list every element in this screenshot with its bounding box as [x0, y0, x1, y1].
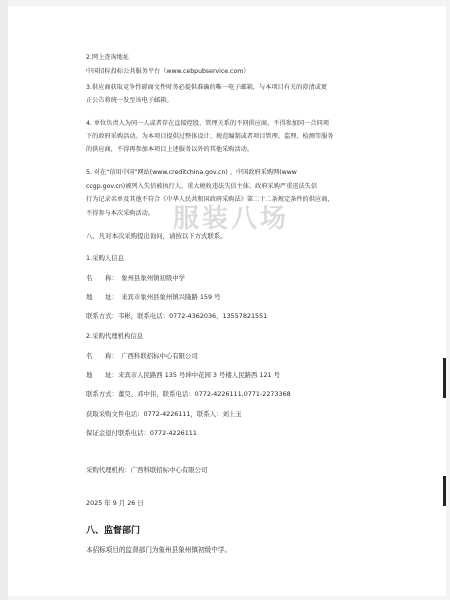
agency-heading: 2.采购代理机构信息 — [86, 332, 144, 340]
item-5-line4: 不得参与本次采购活动。 — [86, 210, 155, 217]
agency-signature: 采购代理机构：广西科联招标中心有限公司 — [86, 466, 208, 474]
item-5-line1: 5. 对在“信用中国”网站(www.creditchina.gov.cn) 、中国政府采购网(www — [86, 169, 297, 176]
watermark: 服装八场 — [173, 204, 290, 234]
purchaser-heading: 1.采购人信息 — [86, 254, 125, 262]
agency-address: 地 址：来宾市人民路西 135 号坤中花园 3 号楼人民路西 121 号 — [86, 371, 281, 379]
item-3-line2: 正公告将统一发至该电子邮箱。 — [86, 97, 173, 104]
agency-doc-phone: 获取采购文件电话：0772-4226111，联系人：刘上玉 — [86, 410, 242, 418]
document-page — [8, 6, 446, 596]
item-3-line1: 3.供应商获取竞争性磋商文件时务必提供准确的唯一电子邮箱，与本项目有关的澄清或更 — [86, 84, 328, 91]
section-8-heading: 八、凡对本次采购提出询问，请按以下方式联系。 — [86, 232, 227, 240]
purchaser-name: 名 称： 象州县象州镇初级中学 — [86, 274, 186, 282]
item-4-line1: 4. 单位负责人为同一人或者存在直接控股、管理关系的不同供应商，不得参加同一合同项 — [86, 120, 329, 127]
item-5-line2: ccgp.gov.cn)被列入失信被执行人、重大税收违法失信主体、政府采购严重违法失信 — [86, 183, 318, 190]
item-4-line3: 的供应商，不得再参加本项目上述服务以外的其他采购活动。 — [86, 146, 254, 153]
purchaser-address: 地 址： 来宾市象州县象州镇兴隆路 159 号 — [86, 293, 221, 301]
agency-deposit-phone: 保证金退付联系电话：0772-4226111 — [86, 429, 197, 437]
agency-contact: 联系方式：董昊、邓中伟，联系电话：0772-4226111,0771-2273368 — [86, 390, 291, 398]
item-2-url: 中国招标投标公共服务平台（www.cebpubservice.com） — [86, 68, 250, 75]
scan-edge-mark — [443, 476, 446, 506]
scan-left-strip — [0, 0, 8, 600]
scan-edge-mark — [443, 358, 446, 398]
item-5-line3: 行为记录名单及其他不符合《中华人民共和国政府采购法》第二十二条规定条件的供应商， — [86, 196, 334, 203]
purchaser-contact: 联系方式：韦彬，联系电话：0772-4362036，13557821551 — [86, 312, 268, 320]
supervision-text: 本招标项目的监督部门为象州县象州镇初级中学。 — [86, 546, 232, 554]
agency-name: 名 称： 广西科联招标中心有限公司 — [86, 352, 198, 360]
item-4-line2: 下的政府采购活动。为本项目提供过整体设计、规范编制或者项目管理、监理、检测等服务 — [86, 133, 334, 140]
item-2-title: 2.网上查询地址 — [86, 54, 130, 61]
document-date: 2025 年 9 月 26 日 — [86, 499, 144, 507]
section-heading-supervision: 八、监督部门 — [86, 526, 141, 536]
